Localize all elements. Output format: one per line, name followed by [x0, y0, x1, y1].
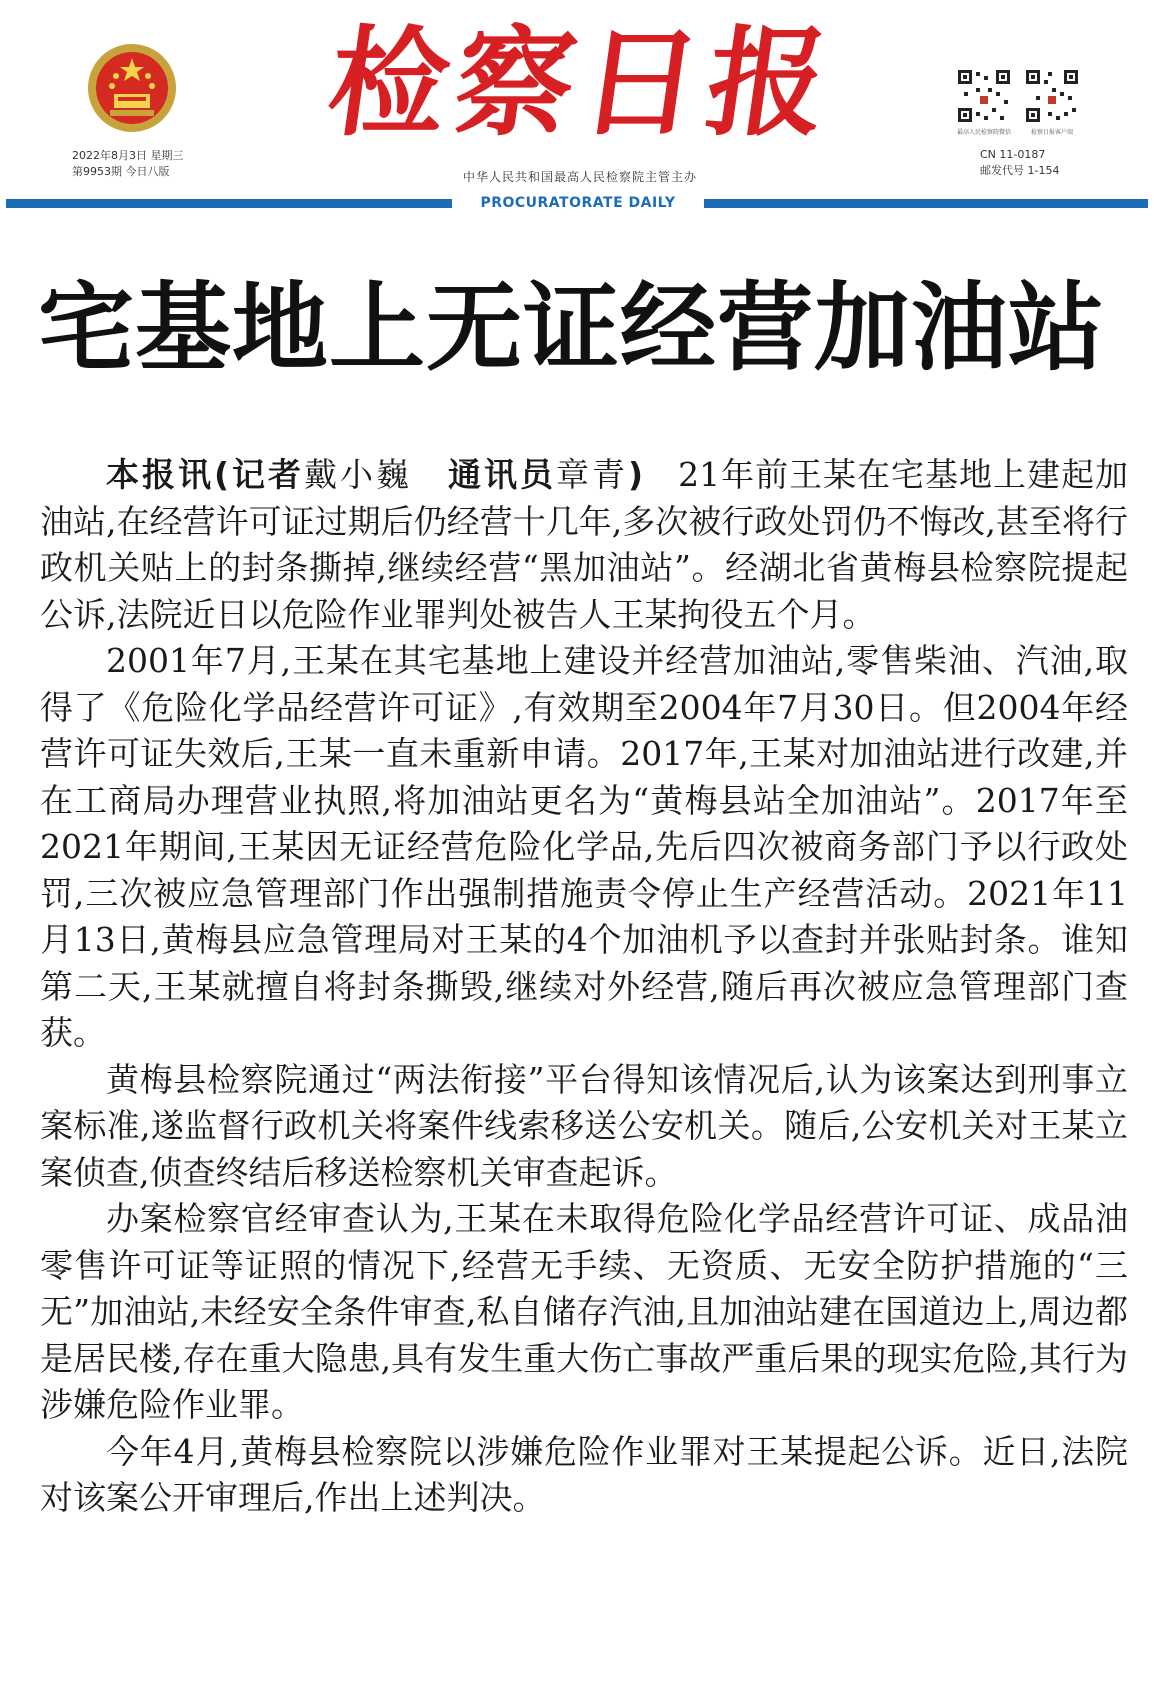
lead-text: 21年前王某在宅基地上建起加油站,在经营许可证过期后仍经营十几年,多次被行政处罚仍不悔改,甚至将行政机关贴上的封条撕掉,继续经营“黑加油站”。经湖北省黄梅县检察院提起公诉,法院近日以危险作业罪判处被告人王某拘役五个月。 — [40, 455, 1129, 634]
paragraph: 2001年7月,王某在其宅基地上建设并经营加油站,零售柴油、汽油,取得了《危险化学品经营许可证》,有效期至2004年7月30日。但2004年经营许可证失效后,王某一直未重新申请。2017年,王某对加油站进行改建,并在工商局办理营业执照,将加油站更名为“黄梅县站全加油站”。2017年至2021年期间,王某因无证经营危险化学品,先后四次被商务部门予以行政处罚,三次被应急管理部门作出强制措施责令停止生产经营活动。2021年11月13日,黄梅县应急管理局对王某的4个加油机予以查封并张贴封条。谁知第二天,王某就擅自将封条撕毁,继续对外经营,随后再次被应急管理部门查获。 — [40, 641, 1128, 1052]
paragraph: 黄梅县检察院通过“两法衔接”平台得知该情况后,认为该案达到刑事立案标准,遂监督行政机关将案件线索移送公安机关。随后,公安机关对王某立案侦查,侦查终结后移送检察机关审查起诉。 — [40, 1059, 1128, 1192]
lead-paragraph — [40, 452, 1128, 638]
correspondent-name: 章青 — [556, 455, 629, 494]
article-body — [40, 452, 1128, 1522]
registration-info — [980, 147, 1120, 179]
paragraph: 今年4月,黄梅县检察院以涉嫌危险作业罪对王某提起公诉。近日,法院对该案公开审理后,作出上述判决。 — [40, 1431, 1128, 1517]
newspaper-title: 检察日报 — [320, 13, 844, 152]
masthead — [0, 0, 1154, 215]
publication-date: 2022年8月3日 星期三 — [72, 149, 184, 162]
english-name: PROCURATORATE DAILY — [452, 194, 704, 212]
date-line — [72, 148, 232, 180]
qr-caption: 最高人民检察院微信 — [956, 129, 1011, 136]
reporter-name: 戴小巍 — [304, 455, 413, 494]
headline: 宅基地上无证经营加油站 — [38, 271, 1105, 384]
postal-code: 邮发代号 1-154 — [980, 164, 1060, 177]
qr-code-icon — [956, 68, 1012, 124]
paragraph: 办案检察官经审查认为,王某在未取得危险化学品经营许可证、成品油零售许可证等证照的情况下,经营无手续、无资质、无安全防护措施的“三无”加油站,未经安全条件审查,私自储存汽油,且加油站建在国道边上,周边都是居民楼,存在重大隐患,具有发生重大伤亡事故严重后果的现实危险,其行为涉嫌危险作业罪。 — [40, 1199, 1128, 1424]
sponsor-line: 中华人民共和国最高人民检察院主管主办 — [462, 170, 697, 184]
byline: 本报讯(记者戴小巍 通讯员章青) — [106, 455, 646, 494]
correspondent-label: 通讯员 — [447, 455, 557, 494]
qr-code-icon — [1024, 68, 1080, 124]
cn-number: CN 11-0187 — [980, 148, 1046, 161]
issue-number: 第9953期 今日八版 — [72, 165, 170, 178]
qr-caption: 检察日报客户端 — [1030, 129, 1073, 136]
national-emblem-icon — [86, 42, 178, 134]
